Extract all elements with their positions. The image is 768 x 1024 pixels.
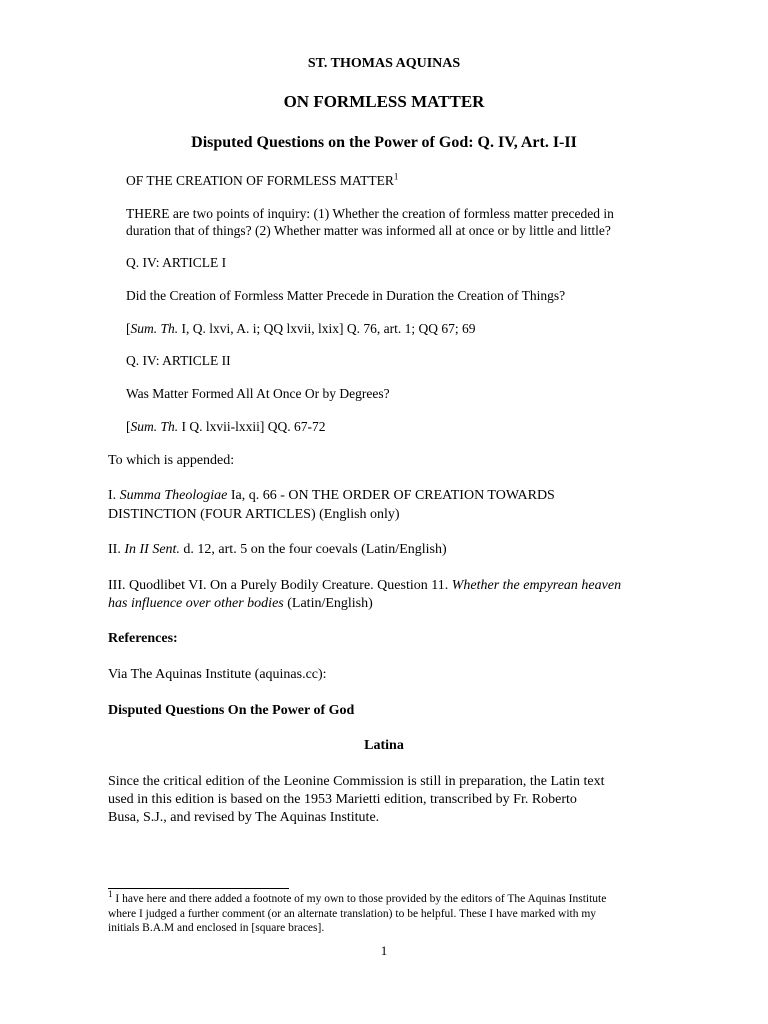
footnote-text: I have here and there added a footnote of my own to those provided by the editors of The Aquinas Institute [112,893,607,905]
footnote-mark: 1 [108,889,113,900]
latina-paragraph-line-3: Busa, S.J., and revised by The Aquinas Institute. [108,810,380,825]
appended-item-1-line-2: DISTINCTION (FOUR ARTICLES) (English only) [108,507,400,522]
appended-item-2 [108,541,658,559]
article-2-question: Was Matter Formed All At Once Or by Degrees? [126,386,390,401]
item-prefix: I. [108,488,120,503]
footnote [108,889,658,936]
appended-item-3-line-2 [108,595,658,613]
author-heading: ST. THOMAS AQUINAS [307,56,461,71]
page-number: 1 [380,943,388,958]
document-subtitle: Disputed Questions on the Power of God: Q. IV, Art. I-II [191,134,577,151]
item-italic: has influence over other bodies [108,596,284,611]
appended-item-1-line-1 [108,487,658,505]
references-source: Via The Aquinas Institute (aquinas.cc): [108,667,327,682]
ref-rest: I Q. lxvii-lxxii] QQ. 67-72 [178,419,326,434]
article-2-label: Q. IV: ARTICLE II [126,353,231,368]
footnote-line-1 [108,889,658,907]
article-1-reference [126,320,658,337]
ref-open: [ [126,419,131,434]
item-rest: (Latin/English) [283,596,373,611]
ref-italic: Sum. Th. [130,419,179,434]
appended-intro: To which is appended: [108,453,235,468]
item-prefix: II. [108,542,125,557]
references-work-title: Disputed Questions On the Power of God [108,703,355,718]
item-rest: Ia, q. 66 - ON THE ORDER OF CREATION TOWARDS [227,488,555,503]
ref-open: [ [126,321,131,336]
appended-item-3-line-1 [108,577,658,595]
latina-paragraph-line-1: Since the critical edition of the Leonine Commission is still in preparation, the Latin text [108,774,605,789]
footnote-line-3: initials B.A.M and enclosed in [square braces]. [108,922,325,934]
latina-paragraph-line-2: used in this edition is based on the 1953 Marietti edition, transcribed by Fr. Roberto [108,792,577,807]
inquiry-line-1: THERE are two points of inquiry: (1) Whether the creation of formless matter preceded in [126,206,614,221]
item-italic: Summa Theologiae [119,488,228,503]
article-1-label: Q. IV: ARTICLE I [126,255,227,270]
item-plain: III. Quodlibet VI. On a Purely Bodily Creature. Question 11. [108,578,452,593]
section-heading [126,172,658,189]
footnote-divider [108,888,289,889]
document-title: ON FORMLESS MATTER [283,92,485,111]
references-heading: References: [108,631,178,646]
section-heading-text: OF THE CREATION OF FORMLESS MATTER [126,173,394,188]
item-italic: In II Sent. [124,542,180,557]
footnote-reference[interactable]: 1 [393,171,399,182]
article-1-question: Did the Creation of Formless Matter Precede in Duration the Creation of Things? [126,288,566,303]
footnote-line-2: where I judged a further comment (or an alternate translation) to be helpful. These I have marked with my [108,907,597,920]
item-italic: Whether the empyrean heaven [451,578,622,593]
article-2-reference [126,418,658,435]
latina-heading: Latina [364,738,404,753]
item-rest: d. 12, art. 5 on the four coevals (Latin/English) [179,542,447,557]
ref-italic: Sum. Th. [130,321,179,336]
inquiry-line-2: duration that of things? (2) Whether matter was informed all at once or by little and little? [126,223,611,238]
ref-rest: I, Q. lxvi, A. i; QQ lxvii, lxix] Q. 76, art. 1; QQ 67; 69 [178,321,476,336]
